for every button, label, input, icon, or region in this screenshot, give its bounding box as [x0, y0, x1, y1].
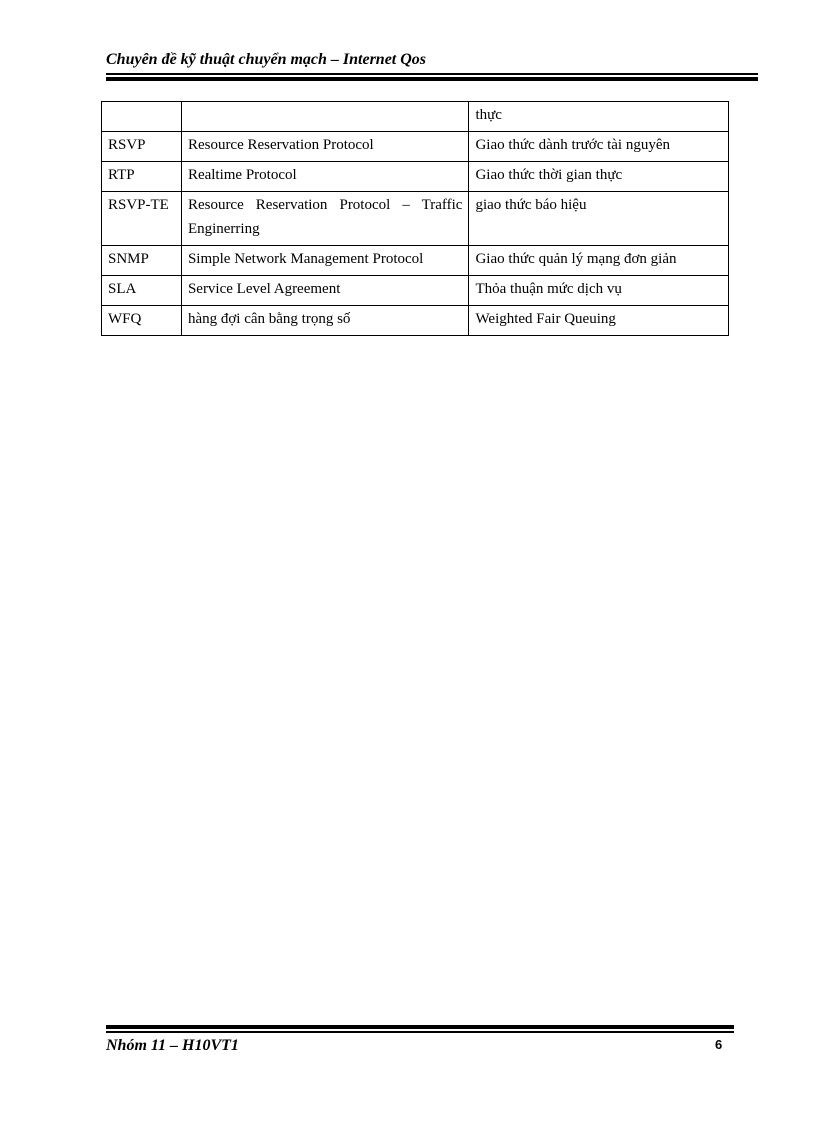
full-name-cell: Service Level Agreement — [181, 276, 469, 306]
abbr-cell: WFQ — [102, 306, 182, 336]
header-rule-thick — [106, 77, 758, 81]
table-row — [102, 102, 729, 132]
header-title: Chuyên đề kỹ thuật chuyển mạch – Internet Qos — [106, 51, 427, 68]
table-row — [102, 276, 729, 306]
full-name-cell — [181, 102, 469, 132]
meaning-cell: Thỏa thuận mức dịch vụ — [469, 276, 729, 306]
abbr-cell: RSVP — [102, 132, 182, 162]
abbr-cell: SNMP — [102, 246, 182, 276]
table-row — [102, 132, 729, 162]
full-name-cell: Resource Reservation Protocol – Traffic Enginerring — [181, 192, 469, 246]
table-row — [102, 162, 729, 192]
meaning-cell: Giao thức thời gian thực — [469, 162, 729, 192]
full-name-cell: hàng đợi cân bằng trọng số — [181, 306, 469, 336]
abbr-cell: SLA — [102, 276, 182, 306]
footer-rule-thick — [106, 1025, 734, 1029]
abbr-cell: RSVP-TE — [102, 192, 182, 246]
meaning-cell: Weighted Fair Queuing — [469, 306, 729, 336]
table-row — [102, 192, 729, 246]
abbr-cell — [102, 102, 182, 132]
meaning-cell: thực — [469, 102, 729, 132]
table-row — [102, 246, 729, 276]
footer-group-label: Nhóm 11 – H10VT1 — [106, 1037, 239, 1054]
page-number: 6 — [715, 1037, 723, 1052]
meaning-cell: Giao thức dành trước tài nguyên — [469, 132, 729, 162]
abbr-cell: RTP — [102, 162, 182, 192]
footer-rule-thin — [106, 1031, 734, 1033]
table-row — [102, 306, 729, 336]
abbreviation-table — [101, 101, 729, 336]
meaning-cell: Giao thức quản lý mạng đơn giản — [469, 246, 729, 276]
full-name-cell: Resource Reservation Protocol — [181, 132, 469, 162]
full-name-cell: Realtime Protocol — [181, 162, 469, 192]
meaning-cell: giao thức báo hiệu — [469, 192, 729, 246]
full-name-cell: Simple Network Management Protocol — [181, 246, 469, 276]
header-rule-thin — [106, 73, 758, 75]
